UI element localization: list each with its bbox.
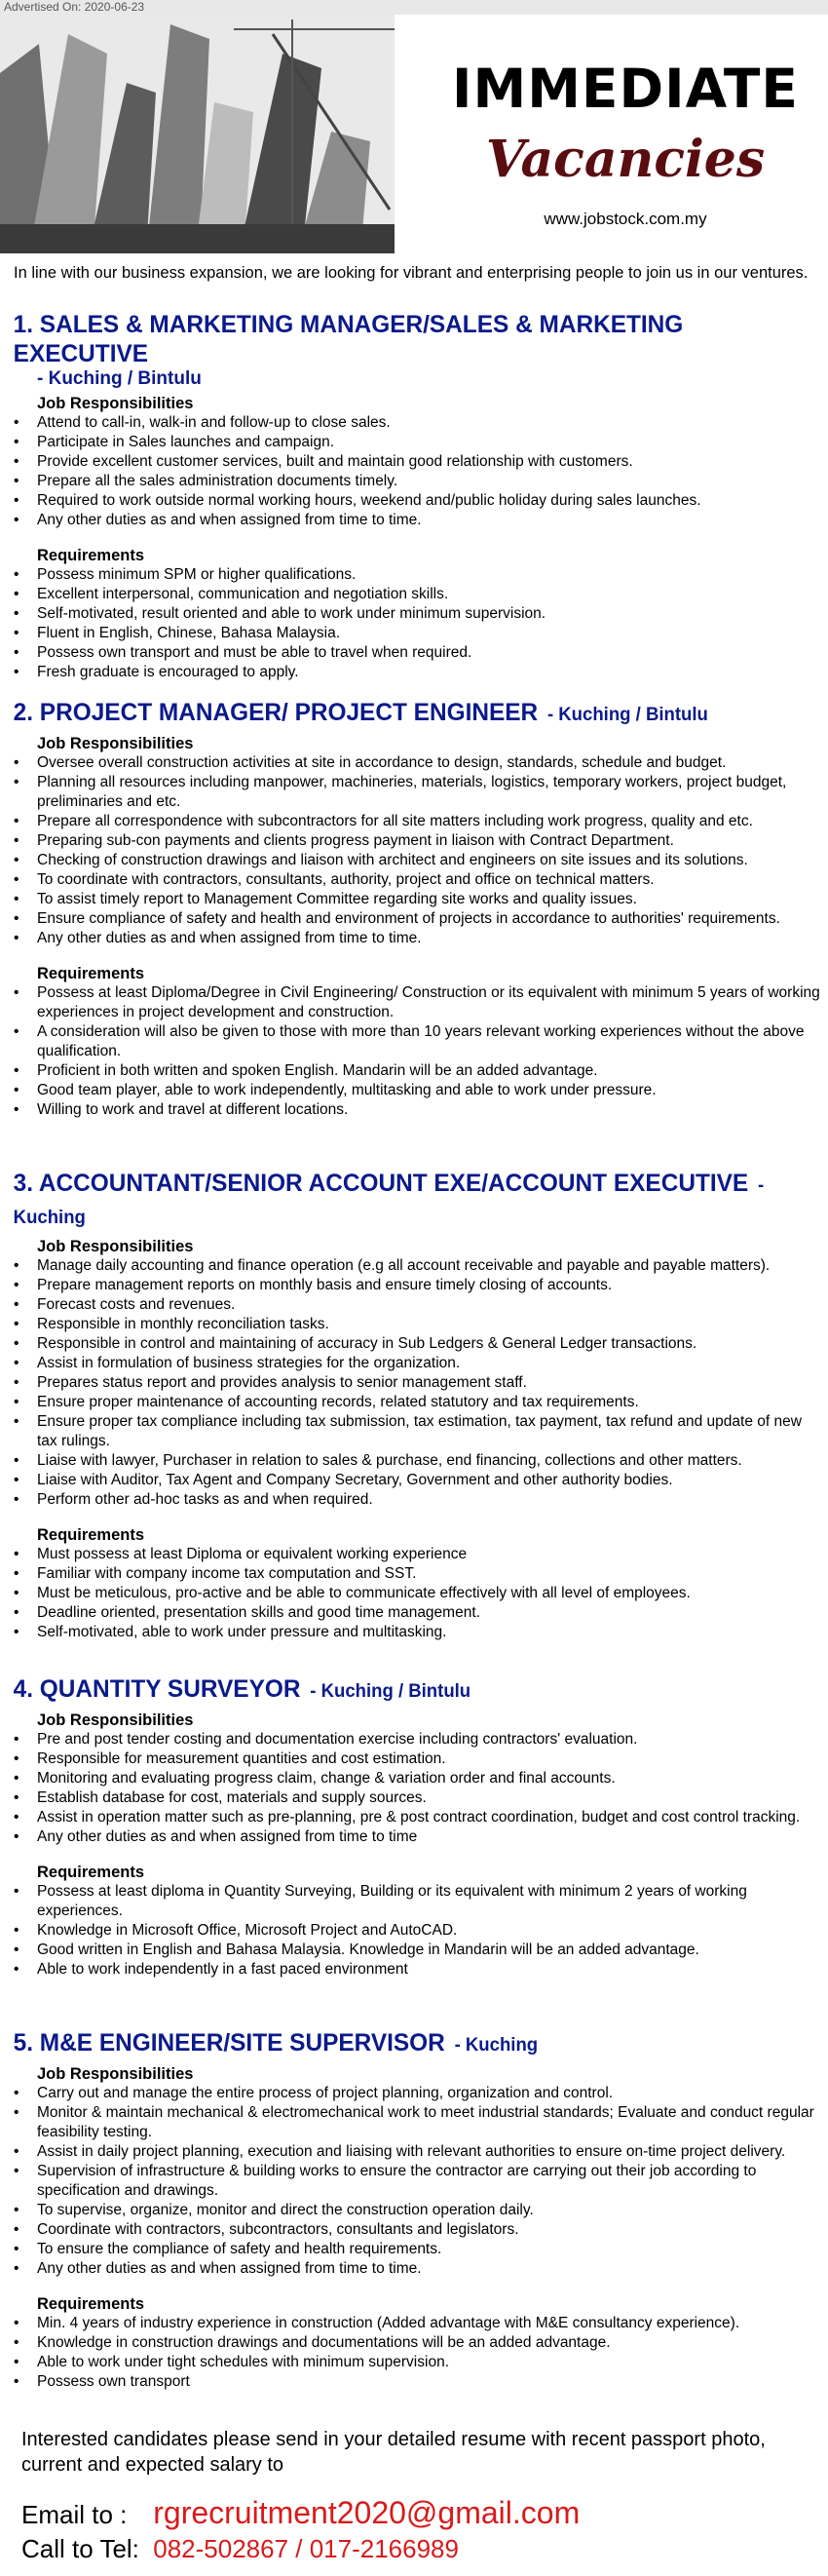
vacancy-section — [0, 698, 828, 1120]
requirements-heading: Requirements — [37, 547, 145, 564]
list-item: • Self-motivated, able to work under pressure and multitasking. — [0, 1623, 828, 1642]
vacancy-title-text: 3. ACCOUNTANT/SENIOR ACCOUNT EXE/ACCOUNT EXECUTIVE — [13, 1170, 749, 1197]
list-item: • Establish database for cost, materials and supply sources. — [0, 1788, 828, 1808]
list-item: • Forecast costs and revenues. — [0, 1295, 828, 1315]
list-item: • Willing to work and travel at different locations. — [0, 1100, 828, 1120]
email-label: Email to : — [21, 2500, 128, 2529]
list-item: • To ensure the compliance of safety and health requirements. — [0, 2240, 828, 2259]
list-item: • Prepare all correspondence with subcontractors for all site matters including work progress, quality and etc. — [0, 812, 828, 831]
responsibilities-heading: Job Responsibilities — [37, 2065, 194, 2083]
list-item: • Possess minimum SPM or higher qualifications. — [0, 565, 828, 585]
vacancy-title — [0, 2028, 809, 2060]
requirements-list — [0, 565, 828, 682]
list-item: • Able to work independently in a fast paced environment — [0, 1960, 828, 1980]
list-item: • Able to work under tight schedules with minimum supervision. — [0, 2353, 828, 2372]
responsibilities-heading: Job Responsibilities — [37, 1238, 194, 1255]
requirements-list — [0, 983, 828, 1120]
list-item: • Ensure compliance of safety and health and environment of projects in accordance to authorities' requirements. — [0, 909, 828, 929]
list-item: • Provide excellent customer services, built and maintain good relationship with customers. — [0, 452, 828, 472]
list-item: • Coordinate with contractors, subcontractors, consultants and legislators. — [0, 2220, 828, 2240]
vacancy-title — [0, 1169, 809, 1233]
requirements-list — [0, 2314, 828, 2392]
vacancy-location: - Kuching / Bintulu — [310, 1681, 471, 1702]
list-item: • To supervise, organize, monitor and direct the construction operation daily. — [0, 2201, 828, 2220]
tel-link[interactable]: 082-502867 / 017-2166989 — [153, 2534, 459, 2563]
footer-message: Interested candidates please send in your detailed resume with recent passport photo, current and expected salary to — [21, 2429, 766, 2476]
requirements-heading: Requirements — [37, 2295, 145, 2313]
requirements-list — [0, 1545, 828, 1642]
list-item: • Possess at least diploma in Quantity Surveying, Building or its equivalent with minimum 2 years of working experiences. — [0, 1882, 828, 1921]
list-item: • Preparing sub-con payments and clients progress payment in liaison with Contract Department. — [0, 831, 828, 851]
website-link[interactable]: www.jobstock.com.my — [544, 210, 707, 228]
vacancy-section — [0, 2028, 828, 2392]
responsibilities-heading: Job Responsibilities — [37, 1711, 194, 1729]
list-item: • A consideration will also be given to those with more than 10 years relevant working experiences without the above qualification. — [0, 1022, 828, 1061]
list-item: • Good written in English and Bahasa Malaysia. Knowledge in Mandarin will be an added advantage. — [0, 1941, 828, 1960]
vacancy-location: - Kuching / Bintulu — [546, 705, 708, 725]
vacancy-title-text: 5. M&E ENGINEER/SITE SUPERVISOR — [13, 2029, 445, 2057]
vacancy-section — [0, 1674, 828, 1980]
tel-label: Call to Tel: — [21, 2534, 139, 2563]
list-item: • Excellent interpersonal, communication and negotiation skills. — [0, 585, 828, 604]
list-item: • Deadline oriented, presentation skills and good time management. — [0, 1603, 828, 1623]
responsibilities-list — [0, 1256, 828, 1510]
list-item: • Assist in operation matter such as pre-planning, pre & post contract coordination, budget and cost control tracking. — [0, 1808, 828, 1827]
list-item: • Responsible in monthly reconciliation tasks. — [0, 1315, 828, 1334]
list-item: • To coordinate with contractors, consultants, authority, project and office on technical matters. — [0, 870, 828, 890]
list-item: • Must be meticulous, pro-active and be able to communicate effectively with all level of employees. — [0, 1584, 828, 1603]
list-item: • Proficient in both written and spoken English. Mandarin will be an added advantage. — [0, 1061, 828, 1081]
city-skyline-photo — [0, 15, 395, 253]
vacancy-title-text: 1. SALES & MARKETING MANAGER/SALES & MARKETING EXECUTIVE — [13, 311, 684, 367]
list-item: • Must possess at least Diploma or equivalent working experience — [0, 1545, 828, 1564]
responsibilities-list — [0, 2084, 828, 2279]
list-item: • Good team player, able to work independently, multitasking and able to work under pressure. — [0, 1081, 828, 1100]
list-item: • Ensure proper maintenance of accounting records, related statutory and tax requirements. — [0, 1393, 828, 1412]
vacancy-title-text: 4. QUANTITY SURVEYOR — [13, 1675, 301, 1703]
skyline-illustration — [0, 15, 395, 253]
vacancy-section — [0, 310, 828, 682]
requirements-heading: Requirements — [37, 1864, 145, 1881]
vacancy-location: - Kuching / Bintulu — [37, 368, 202, 389]
vacancy-location: - Kuching — [13, 1175, 765, 1228]
vacancy-title — [0, 698, 809, 730]
vacancy-location: - Kuching — [454, 2035, 539, 2056]
list-item: • Liaise with lawyer, Purchaser in relation to sales & purchase, end financing, collections and other matters. — [0, 1451, 828, 1471]
responsibilities-list — [0, 753, 828, 948]
advertised-on-label: Advertised On: 2020-06-23 — [0, 0, 828, 15]
contact-footer — [21, 2427, 810, 2563]
list-item: • Prepare management reports on monthly basis and ensure timely closing of accounts. — [0, 1276, 828, 1295]
list-item: • Participate in Sales launches and campaign. — [0, 433, 828, 452]
list-item: • Any other duties as and when assigned from time to time. — [0, 2259, 828, 2279]
vacancy-title — [0, 1674, 809, 1707]
list-item: • Possess at least Diploma/Degree in Civil Engineering/ Construction or its equivalent with minimum 5 years of working experiences in project development and construction. — [0, 983, 828, 1022]
list-item: • Planning all resources including manpower, machineries, materials, logistics, temporary workers, project budget, preliminaries and etc. — [0, 773, 828, 812]
list-item: • Prepare all the sales administration documents timely. — [0, 472, 828, 491]
list-item: • Knowledge in construction drawings and documentations will be an added advantage. — [0, 2333, 828, 2353]
list-item: • Assist in formulation of business strategies for the organization. — [0, 1354, 828, 1373]
list-item: • Required to work outside normal working hours, weekend and/public holiday during sales launches. — [0, 491, 828, 511]
list-item: • Ensure proper tax compliance including tax submission, tax estimation, tax payment, tax refund and update of new tax rulings. — [0, 1412, 828, 1451]
intro-paragraph: In line with our business expansion, we are looking for vibrant and enterprising people to join us in our ventures. — [14, 264, 809, 282]
list-item: • Responsible in control and maintaining of accuracy in Sub Ledgers & General Ledger transactions. — [0, 1334, 828, 1354]
vacancy-title — [0, 310, 809, 368]
requirements-heading: Requirements — [37, 965, 145, 982]
requirements-list — [0, 1882, 828, 1980]
list-item: • Possess own transport — [0, 2372, 828, 2392]
list-item: • Monitor & maintain mechanical & electromechanical work to meet industrial standards; Evaluate and conduct regular feasibility testing. — [0, 2103, 828, 2142]
list-item: • Fresh graduate is encouraged to apply. — [0, 663, 828, 682]
list-item: • Oversee overall construction activities at site in accordance to design, standards, schedule and budget. — [0, 753, 828, 773]
list-item: • Familiar with company income tax computation and SST. — [0, 1564, 828, 1584]
list-item: • Any other duties as and when assigned from time to time. — [0, 929, 828, 948]
list-item: • Self-motivated, result oriented and able to work under minimum supervision. — [0, 604, 828, 624]
list-item: • Attend to call-in, walk-in and follow-up to close sales. — [0, 413, 828, 433]
vacancy-section — [0, 1169, 828, 1642]
list-item: • Fluent in English, Chinese, Bahasa Malaysia. — [0, 624, 828, 643]
list-item: • Any other duties as and when assigned from time to time. — [0, 511, 828, 530]
list-item: • Responsible for measurement quantities and cost estimation. — [0, 1749, 828, 1769]
vacancy-title-text: 2. PROJECT MANAGER/ PROJECT ENGINEER — [13, 699, 539, 726]
list-item: • Possess own transport and must be able to travel when required. — [0, 643, 828, 663]
tel-row — [21, 2534, 459, 2564]
responsibilities-list — [0, 413, 828, 530]
list-item: • Min. 4 years of industry experience in construction (Added advantage with M&E consultancy experience). — [0, 2314, 828, 2333]
list-item: • Pre and post tender costing and documentation exercise including contractors' evaluation. — [0, 1730, 828, 1749]
list-item: • Liaise with Auditor, Tax Agent and Company Secretary, Government and other authority bodies. — [0, 1471, 828, 1490]
list-item: • Supervision of infrastructure & building works to ensure the contractor are carrying out their job according to specification and drawings. — [0, 2162, 828, 2201]
responsibilities-heading: Job Responsibilities — [37, 395, 194, 412]
list-item: • Perform other ad-hoc tasks as and when required. — [0, 1490, 828, 1510]
responsibilities-list — [0, 1730, 828, 1847]
list-item: • Monitoring and evaluating progress claim, change & variation order and final accounts. — [0, 1769, 828, 1788]
hero-title: IMMEDIATE — [452, 58, 799, 120]
list-item: • Any other duties as and when assigned from time to time — [0, 1827, 828, 1847]
email-link[interactable]: rgrecruitment2020@gmail.com — [153, 2495, 581, 2530]
email-row — [21, 2495, 580, 2531]
hero-subtitle: Vacancies — [485, 130, 766, 189]
list-item: • Manage daily accounting and finance operation (e.g all account receivable and payable and payable matters). — [0, 1256, 828, 1276]
hero-banner — [0, 15, 828, 253]
responsibilities-heading: Job Responsibilities — [37, 735, 194, 752]
list-item: • Prepares status report and provides analysis to senior management staff. — [0, 1373, 828, 1393]
list-item: • Assist in daily project planning, execution and liaising with relevant authorities to ensure on-time project delivery. — [0, 2142, 828, 2162]
list-item: • Checking of construction drawings and liaison with architect and engineers on site issues and its solutions. — [0, 851, 828, 870]
list-item: • Carry out and manage the entire process of project planning, organization and control. — [0, 2084, 828, 2103]
list-item: • Knowledge in Microsoft Office, Microsoft Project and AutoCAD. — [0, 1921, 828, 1941]
list-item: • To assist timely report to Management Committee regarding site works and quality issues. — [0, 890, 828, 909]
requirements-heading: Requirements — [37, 1526, 145, 1544]
